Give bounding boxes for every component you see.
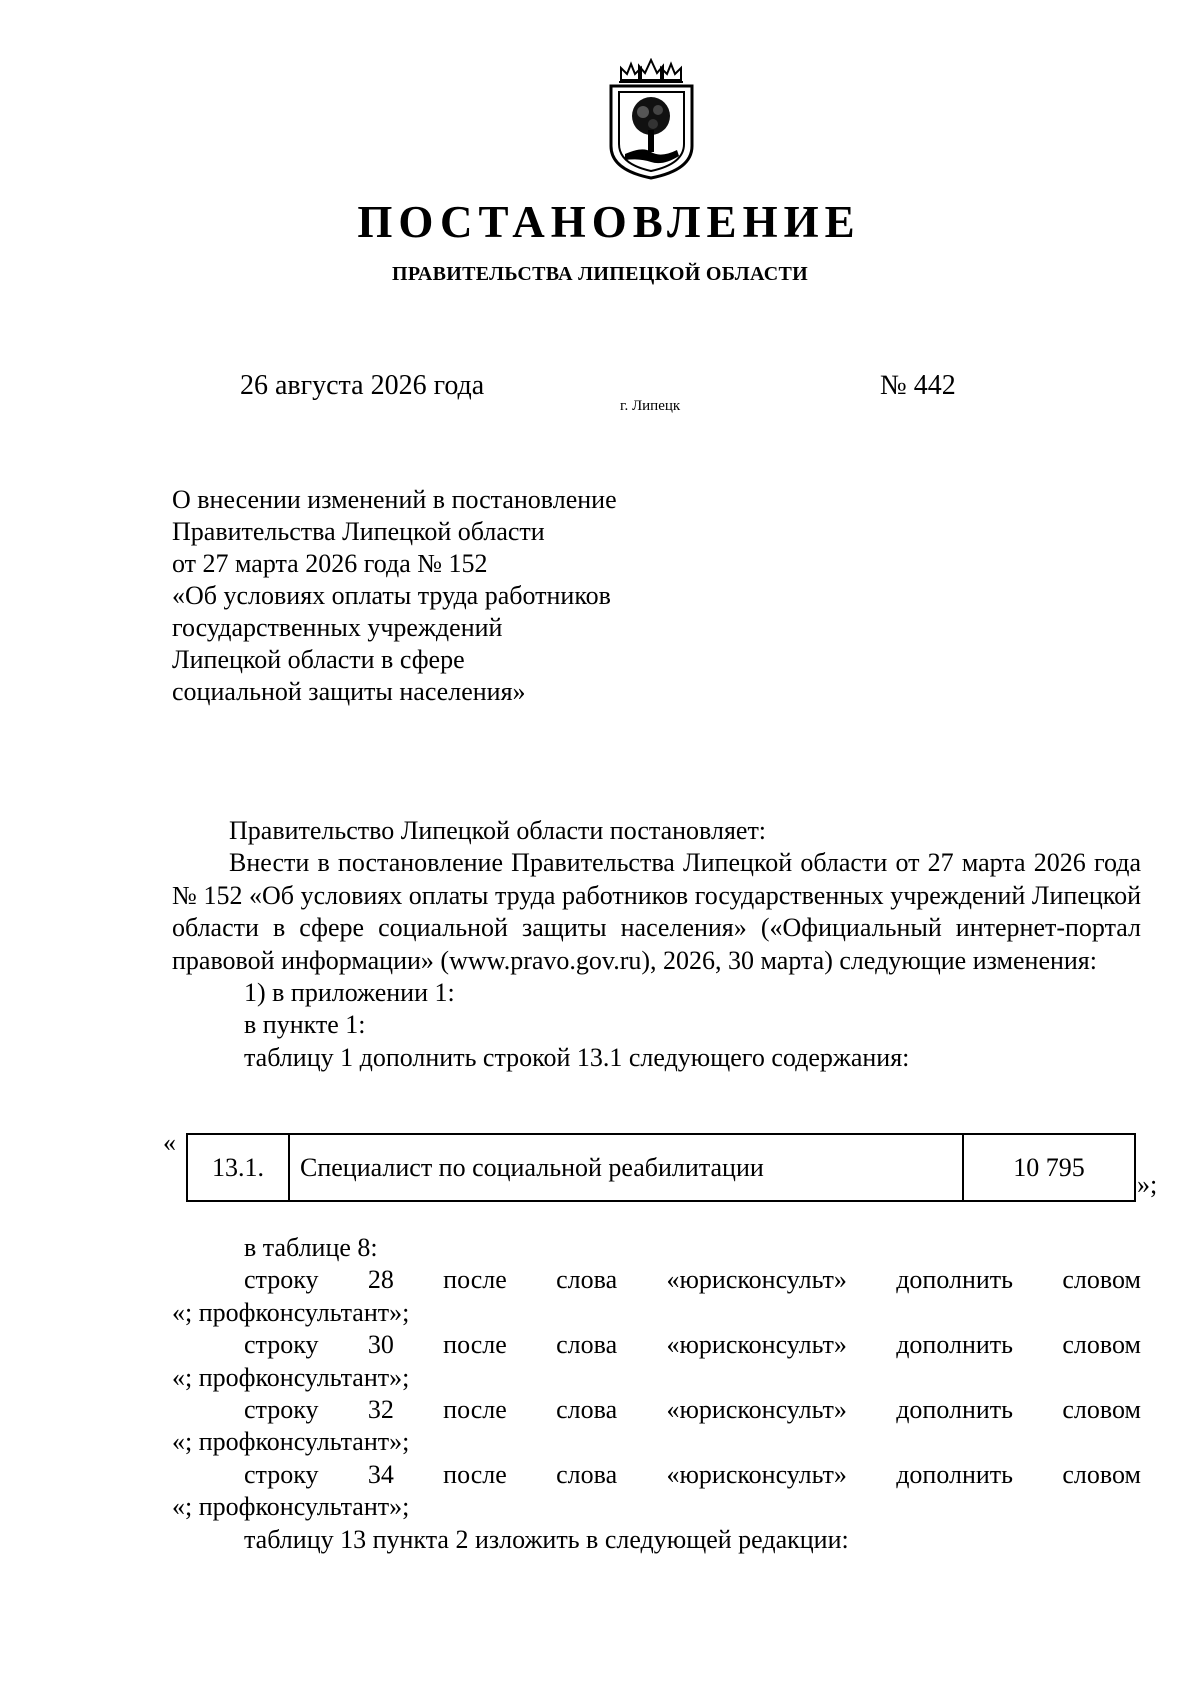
- amendment-line: строку 32 после слова «юрисконсульт» дополнить словом: [244, 1395, 1141, 1425]
- subject-line: Липецкой области в сфере: [172, 645, 465, 674]
- amendment-continuation: «; профконсультант»;: [172, 1427, 410, 1457]
- subject-line: государственных учреждений: [172, 613, 503, 642]
- document-city: г. Липецк: [620, 398, 681, 414]
- document-date: 26 августа 2026 года: [240, 370, 485, 401]
- table-open-quote: «: [163, 1128, 176, 1157]
- amendment-continuation: «; профконсультант»;: [172, 1362, 410, 1392]
- body-table-intro: таблицу 1 дополнить строкой 13.1 следующего содержания:: [244, 1042, 910, 1072]
- subject-line: «Об условиях оплаты труда работников: [172, 581, 611, 610]
- table-cell-position: Специалист по социальной реабилитации: [289, 1134, 963, 1201]
- resolution-body: [172, 815, 1141, 1074]
- table-cell-number: 13.1.: [187, 1134, 289, 1201]
- body-point-1: в пункте 1:: [244, 1010, 366, 1040]
- salary-table-row: [186, 1133, 1136, 1202]
- table-close-quote: »;: [1137, 1170, 1158, 1199]
- amendment-line: строку 30 после слова «юрисконсульт» дополнить словом: [244, 1330, 1141, 1360]
- table-cell-salary: 10 795: [963, 1134, 1135, 1201]
- amendment-line: строку 34 после слова «юрисконсульт» дополнить словом: [244, 1459, 1141, 1489]
- subject-line: Правительства Липецкой области: [172, 517, 545, 546]
- body-main-paragraph: Внести в постановление Правительства Липецкой области от 27 марта 2026 года № 152 «Об условиях оплаты труда работников государственных учреждений Липецкой области в сфере социальной защиты населения» («Официальный интернет-портал правовой информации» (www.pravo.gov.ru), 2026, 30 марта) следующие изменения:: [172, 848, 1141, 975]
- body-intro: Правительство Липецкой области постановляет:: [229, 816, 767, 845]
- body-item-1: 1) в приложении 1:: [244, 978, 455, 1008]
- document-subject: [172, 484, 732, 708]
- amendment-continuation: «; профконсультант»;: [172, 1492, 410, 1522]
- subject-line: от 27 марта 2026 года № 152: [172, 549, 488, 578]
- amendment-line: строку 28 после слова «юрисконсульт» дополнить словом: [244, 1265, 1141, 1295]
- table8-heading: в таблице 8:: [244, 1233, 378, 1262]
- document-issuer: ПРАВИТЕЛЬСТВА ЛИПЕЦКОЙ ОБЛАСТИ: [392, 263, 808, 285]
- subject-line: социальной защиты населения»: [172, 677, 526, 706]
- document-title: ПОСТАНОВЛЕНИЕ: [357, 197, 861, 247]
- subject-line: О внесении изменений в постановление: [172, 485, 617, 514]
- amendments-list: [172, 1232, 1141, 1556]
- document-number: № 442: [880, 370, 956, 401]
- amendment-continuation: «; профконсультант»;: [172, 1297, 410, 1327]
- table13-instruction: таблицу 13 пункта 2 изложить в следующей редакции:: [244, 1524, 849, 1554]
- coat-of-arms-icon: [603, 58, 700, 180]
